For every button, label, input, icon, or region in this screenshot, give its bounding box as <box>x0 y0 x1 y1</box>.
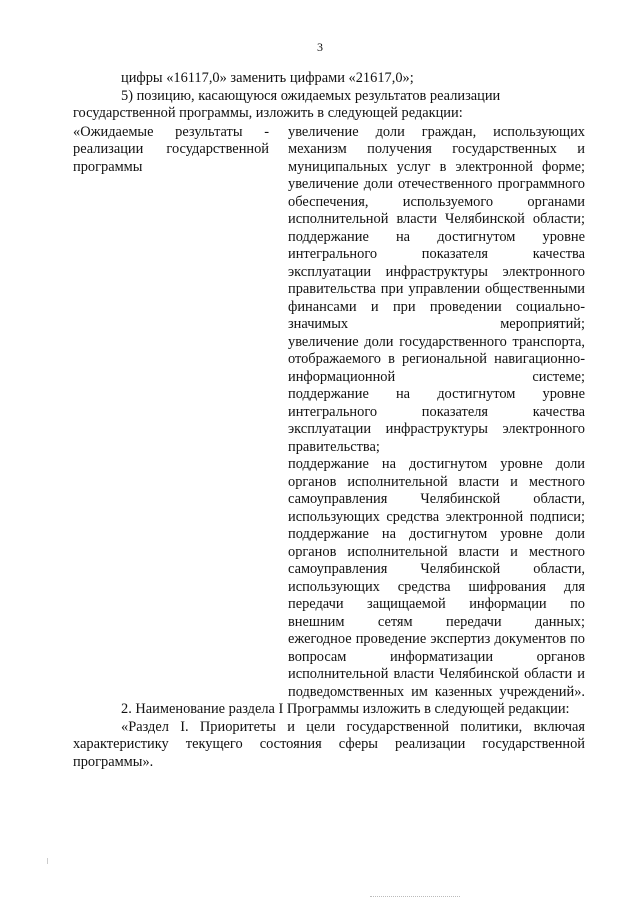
item5-line1: 5) позицию, касающуюся ожидаемых результатов реализации <box>121 87 501 104</box>
result-item: увеличение доли отечественного программного обеспечения, используемого органами исполнительной власти Челябинской области; <box>288 176 585 227</box>
expected-results-label: «Ожидаемые результаты - реализации государственной программы <box>73 123 269 175</box>
document-body <box>73 70 585 771</box>
footer-mark <box>370 896 460 899</box>
result-item: поддержание на достигнутом уровне доли органов исполнительной власти и местного самоуправления Челябинской области, использующих средства шифрования для передачи защищаемой информации по внешним сетям передачи данных; <box>288 526 585 630</box>
result-item: поддержание на достигнутом уровне доли органов исполнительной власти и местного самоуправления Челябинской области, использующих средства электронной подписи; <box>288 456 585 525</box>
section2-text: «Раздел I. Приоритеты и цели государственной политики, включая характеристику текущего состояния сферы реализации государственной программы». <box>73 718 585 770</box>
result-item: увеличение доли государственного транспорта, отображаемого в региональной навигационно-информационной системе; <box>288 333 585 385</box>
result-item: поддержание на достигнутом уровне интегрального показателя качества эксплуатации инфраструктуры электронного правительства при управлении общественными финансами и при проведении социально-значимых мероприятий; <box>288 228 585 332</box>
page-number: 3 <box>317 40 323 54</box>
section2-title: 2. Наименование раздела I Программы изложить в следующей редакции: <box>121 701 570 717</box>
expected-results-table <box>73 124 585 702</box>
expected-results-list <box>288 124 585 702</box>
intro-line: цифры «16117,0» заменить цифрами «21617,0»; <box>121 70 414 86</box>
result-item: увеличение доли граждан, использующих механизм получения государственных и муниципальных услуг в электронной форме; <box>288 123 585 175</box>
item5-line2: государственной программы, изложить в следующей редакции: <box>73 105 463 121</box>
margin-mark <box>47 858 48 864</box>
result-item: поддержание на достигнутом уровне интегрального показателя качества эксплуатации инфраструктуры электронного правительства; <box>288 386 585 455</box>
result-item: ежегодное проведение экспертиз документов по вопросам информатизации органов исполнительной власти Челябинской области и подведомственных им казенных учреждений». <box>288 631 585 700</box>
